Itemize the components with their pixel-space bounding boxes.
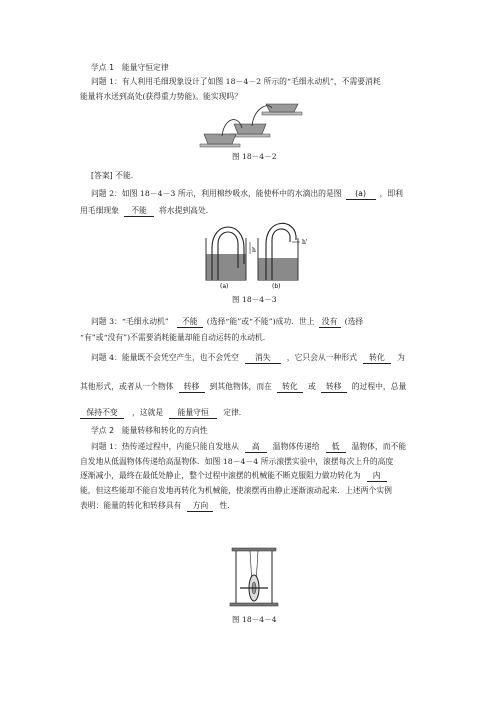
q3-blank-1: 不能 — [177, 316, 203, 328]
q2-line-2 — [80, 205, 208, 217]
q5-text-g: 性. — [219, 501, 230, 510]
figure-18-4-2 — [196, 104, 306, 150]
q1-line-1: 问题 1：有人利用毛细现象设计了如图 18－4－2 所示的“毛细永动机”，不需要消耗 — [91, 77, 381, 86]
q5-blank-1: 高 — [245, 441, 267, 453]
q4-text-e: 到其他物体，而在 — [209, 382, 272, 391]
q5-line-5 — [80, 500, 230, 512]
figure-18-4-3 — [200, 224, 312, 290]
q5-text-d: 逐渐减小，最终在最低处静止，整个过程中滚摆的机械能不断克服阻力做功转化为 — [80, 471, 361, 480]
q5-line-3 — [80, 470, 393, 482]
q2-line-1 — [91, 188, 403, 200]
q5-blank-2: 低 — [326, 441, 346, 453]
q3-text-b: (选择“能”或“不能”)成功．世上 — [206, 317, 315, 326]
q3-text-a: 问题 3：“毛细永动机” — [91, 317, 169, 326]
label-a: (a) — [220, 283, 229, 290]
q4-text-f: 或 — [307, 382, 316, 391]
q4-line-1 — [91, 352, 405, 364]
label-h-prime: h' — [302, 239, 308, 246]
figure-18-4-4-caption: 图 18－4－4 — [232, 615, 277, 624]
q4-blank-5: 转移 — [321, 381, 347, 393]
q4-text-h: ，这就是 — [132, 408, 164, 417]
q4-blank-6: 保持不变 — [80, 407, 124, 419]
q4-blank-7: 能量守恒 — [169, 407, 217, 419]
q5-line-2: 自发地从低温物体传递给高温物体．如图 18－4－4 所示滚摆实验中，滚摆每次上升的高度 — [80, 457, 394, 466]
q4-text-i: 定律. — [223, 408, 242, 417]
q2-text-d: 将水提到高处. — [158, 206, 209, 215]
q3-text-c: (选择 — [344, 317, 364, 326]
q4-text-a: 问题 4：能量既不会凭空产生，也不会凭空 — [91, 353, 239, 362]
q5-line-4: 能，但这些能却不能自发地再转化为机械能，使滚摆再由静止逐渐滚动起来．上述两个实例 — [80, 486, 392, 495]
q4-blank-3: 转移 — [179, 381, 205, 393]
q4-text-g: 的过程中，总量 — [351, 382, 407, 391]
q5-blank-4: 方向 — [187, 500, 213, 512]
q3-line-2: “有”或“没有”)不需要消耗能量却能自动运转的永动机. — [80, 333, 266, 342]
figure-18-4-4 — [228, 548, 280, 606]
q5-text-b: 温物体传递给 — [272, 442, 320, 451]
q4-line-2 — [80, 381, 406, 393]
q2-text-b: ，即利 — [379, 189, 403, 198]
answer-label: [答案] — [91, 171, 116, 180]
q1-line-2: 能量将水送到高处(获得重力势能)。能实现吗？ — [80, 92, 243, 101]
q4-text-b: ，它只会从一种形式 — [286, 353, 357, 362]
q3-line-1 — [91, 316, 363, 328]
figure-18-4-3-caption: 图 18－4－3 — [232, 295, 277, 304]
label-b: (b) — [272, 283, 281, 290]
figure-18-4-2-caption: 图 18－4－2 — [232, 152, 277, 161]
q5-text-a: 问题 1：热传递过程中，内能只能自发地从 — [91, 442, 239, 451]
q3-blank-2: 没有 — [319, 316, 341, 328]
section-2-title: 学点 2 能量转移和转化的方向性 — [91, 426, 208, 435]
label-h: h — [252, 247, 256, 254]
q4-blank-1: 消失 — [245, 352, 281, 364]
q4-text-c: 为 — [396, 353, 405, 362]
q4-blank-4: 转化 — [277, 381, 303, 393]
q5-line-1 — [91, 441, 406, 453]
answer-period: . — [130, 171, 134, 180]
q5-blank-3: 内 — [367, 470, 387, 482]
q2-blank-ability: 不能 — [124, 205, 154, 217]
q1-answer — [91, 170, 133, 181]
q5-text-f: 表明：能量的转化和转移具有 — [80, 501, 182, 510]
q2-text-a: 问题 2：如图 18－4－3 所示，利用棉纱吸水，能使杯中的水滴出的是图 — [91, 189, 342, 198]
q4-text-d: 其他形式，或者从一个物体 — [80, 382, 174, 391]
q4-blank-2: 转化 — [363, 352, 391, 364]
q4-line-3 — [80, 407, 241, 419]
q5-text-c: 温物体，而不能 — [351, 442, 407, 451]
q2-blank-figure: (a) — [346, 188, 376, 200]
answer-value: 不能 — [115, 171, 131, 180]
section-1-title: 学点 1 能量守恒定律 — [91, 63, 169, 72]
q2-text-c: 用毛细现象 — [80, 206, 119, 215]
